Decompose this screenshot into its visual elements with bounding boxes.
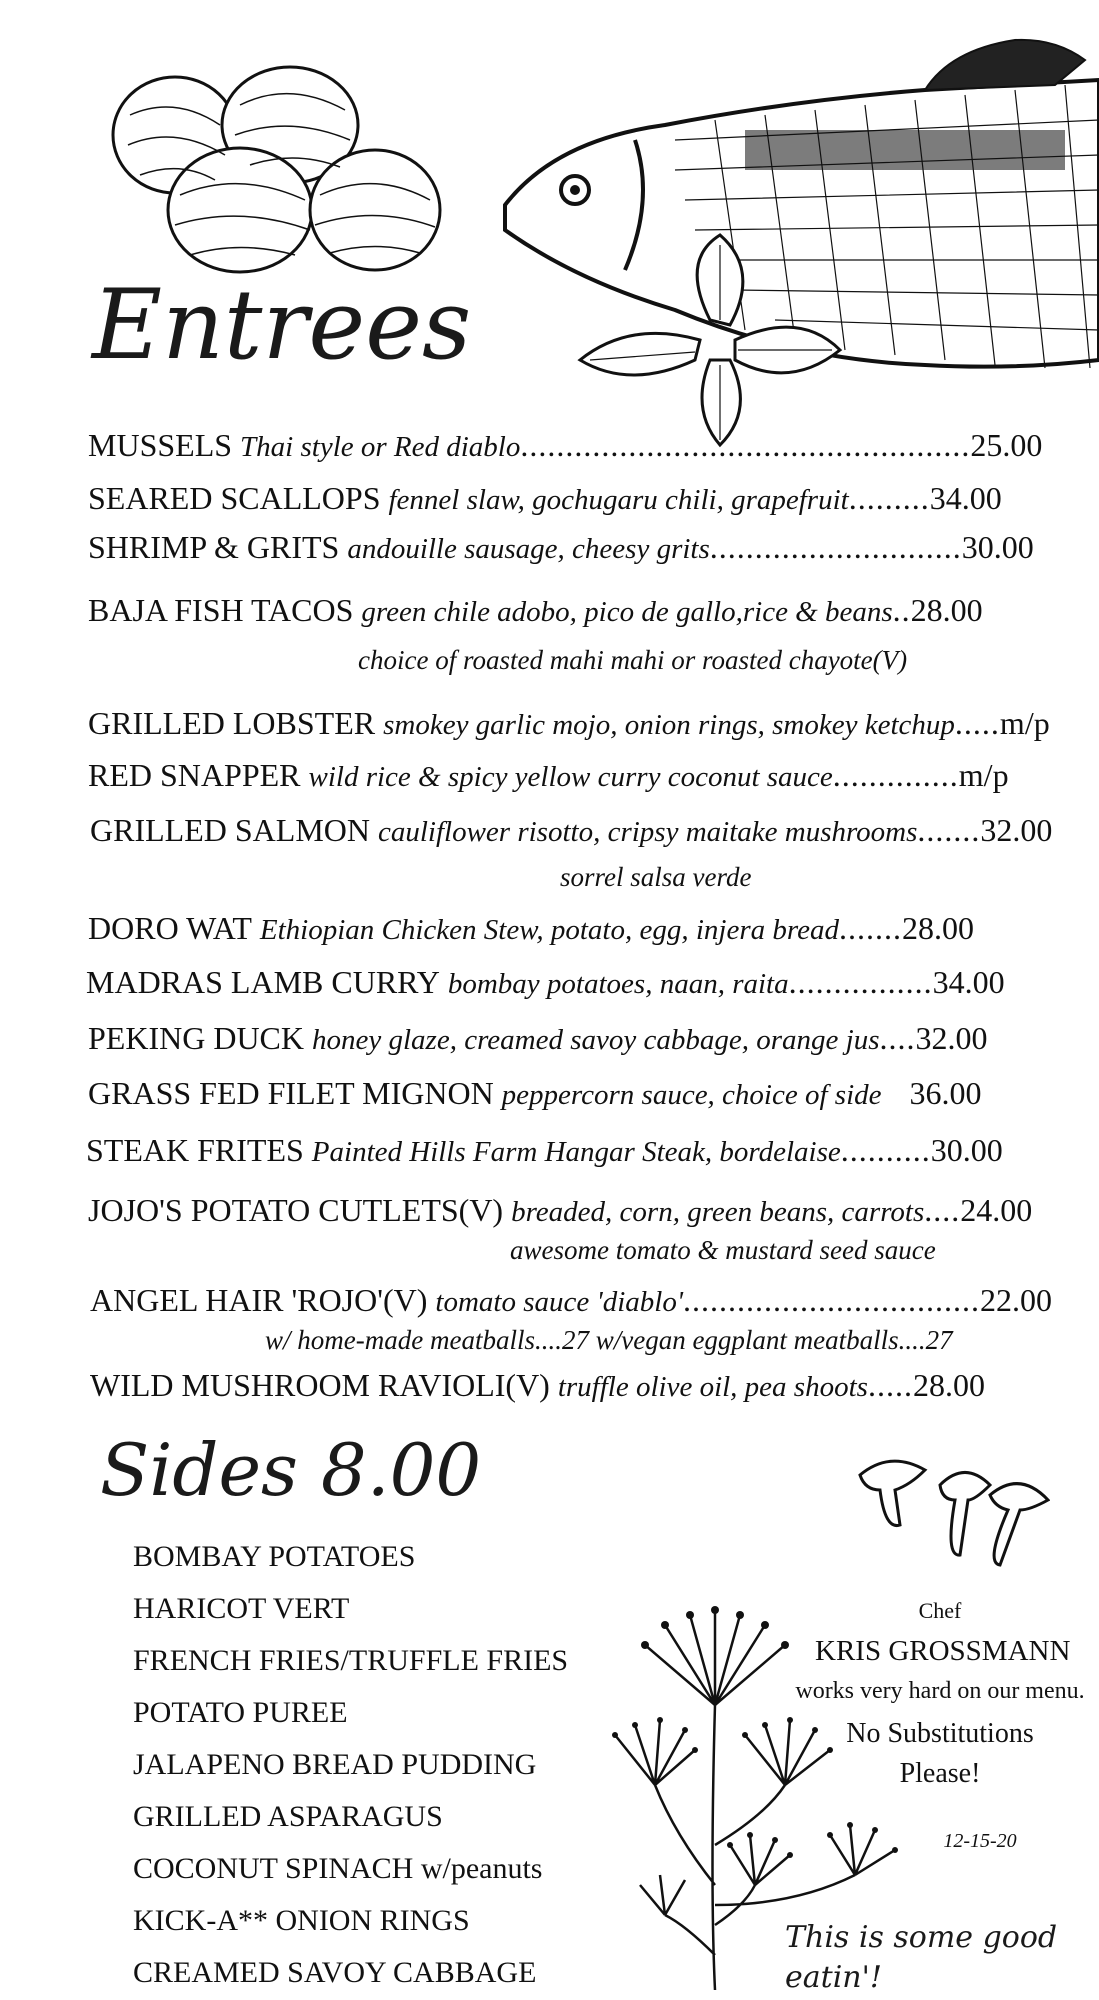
entree-price: 25.00	[970, 427, 1043, 463]
entree-dots: ....	[924, 1192, 961, 1228]
entree-row	[88, 1018, 1038, 1060]
entree-row	[88, 590, 1038, 632]
entree-dots: ..	[892, 592, 911, 628]
entree-row	[86, 1130, 1036, 1172]
entree-description: truffle olive oil, pea shoots	[557, 1371, 868, 1403]
chef-title: Chef	[918, 1598, 962, 1623]
side-item: CREAMED SAVOY CABBAGE	[133, 1956, 537, 1989]
side-item: BOMBAY POTATOES	[133, 1540, 416, 1573]
side-item: FRENCH FRIES/TRUFFLE FRIES	[133, 1644, 569, 1677]
entree-price: 30.00	[961, 529, 1034, 565]
entree-description: honey glaze, creamed savoy cabbage, orange jus	[312, 1024, 880, 1056]
entree-dots: .....	[867, 1367, 913, 1403]
entree-dots: .......	[838, 910, 902, 946]
side-item: HARICOT VERT	[133, 1592, 350, 1625]
jojo-note: awesome tomato & mustard seed sauce	[510, 1235, 936, 1265]
baja-note: choice of roasted mahi mahi or roasted chayote(V)	[358, 645, 908, 675]
entree-price: 28.00	[901, 910, 974, 946]
entree-price: m/p	[999, 705, 1050, 741]
side-item: KICK-A** ONION RINGS	[133, 1904, 470, 1937]
entree-dots: ................	[788, 964, 933, 1000]
entree-description: Ethiopian Chicken Stew, potato, egg, injera bread	[259, 914, 839, 946]
entree-dots: .................................	[683, 1282, 981, 1318]
entree-name: ANGEL HAIR 'ROJO'(V)	[90, 1282, 428, 1318]
entree-row	[88, 478, 1038, 520]
entree-dots: .......	[917, 812, 981, 848]
chef-name: KRIS GROSSMANN	[815, 1635, 1071, 1667]
entree-name: SEARED SCALLOPS	[88, 480, 381, 516]
entree-name: BAJA FISH TACOS	[88, 592, 354, 628]
entree-description: fennel slaw, gochugaru chili, grapefruit	[388, 484, 849, 516]
entree-name: DORO WAT	[88, 910, 252, 946]
entree-name: RED SNAPPER	[88, 757, 301, 793]
chef-line: works very hard on our menu.	[795, 1678, 1085, 1704]
entree-dots: ..................................................	[520, 427, 971, 463]
entree-description: breaded, corn, green beans, carrots	[511, 1196, 925, 1228]
entree-dots: ....	[879, 1020, 916, 1056]
entree-name: SHRIMP & GRITS	[88, 529, 340, 565]
signoff-text: This is some good eatin'!	[785, 1920, 1058, 1995]
entree-description: cauliflower risotto, cripsy maitake mushrooms	[377, 816, 918, 848]
entree-row	[90, 810, 1053, 852]
entree-description: green chile adobo, pico de gallo,rice & beans	[361, 596, 893, 628]
entree-row	[88, 755, 1038, 797]
entree-price: 22.00	[980, 1282, 1053, 1318]
entree-row	[88, 908, 1038, 950]
entrees-heading: Entrees	[92, 269, 472, 381]
no-substitutions: No Substitutions	[846, 1718, 1034, 1749]
entree-description: wild rice & spicy yellow curry coconut sauce	[308, 761, 833, 793]
side-item: GRILLED ASPARAGUS	[133, 1800, 443, 1833]
entree-name: JOJO'S POTATO CUTLETS(V)	[88, 1192, 504, 1228]
mushrooms-illustration	[850, 1445, 1050, 1575]
side-item: JALAPENO BREAD PUDDING	[133, 1748, 537, 1781]
entree-description: peppercorn sauce, choice of side	[501, 1079, 882, 1111]
entree-row	[88, 1190, 1038, 1232]
entree-price: 32.00	[980, 812, 1053, 848]
entree-name: GRILLED LOBSTER	[88, 705, 376, 741]
entree-name: MADRAS LAMB CURRY	[86, 964, 440, 1000]
entree-row	[90, 1365, 1040, 1407]
entree-price: 36.00	[909, 1075, 982, 1111]
figs-illustration	[100, 55, 450, 285]
entree-row	[90, 1280, 1053, 1322]
please-text: Please!	[899, 1758, 981, 1789]
entree-price: 34.00	[929, 480, 1002, 516]
entree-dots: ............................	[709, 529, 962, 565]
angel-hair-note: w/ home-made meatballs....27 w/vegan eggplant meatballs....27	[265, 1325, 953, 1355]
entree-row	[86, 962, 1036, 1004]
entree-description: Painted Hills Farm Hangar Steak, bordelaise	[311, 1136, 841, 1168]
entree-dots: .....	[954, 705, 1000, 741]
entree-name: STEAK FRITES	[86, 1132, 304, 1168]
entree-name: GRILLED SALMON	[90, 812, 370, 848]
entree-name: WILD MUSHROOM RAVIOLI(V)	[90, 1367, 550, 1403]
entree-name: PEKING DUCK	[88, 1020, 304, 1056]
entree-price: 24.00	[960, 1192, 1033, 1228]
entree-description: andouille sausage, cheesy grits	[347, 533, 710, 565]
entree-row	[88, 703, 1050, 745]
entree-price: 28.00	[912, 1367, 985, 1403]
entree-price: 28.00	[910, 592, 983, 628]
entree-name: MUSSELS	[88, 427, 233, 463]
basil-leaves-illustration	[570, 230, 850, 450]
salmon-note: sorrel salsa verde	[560, 862, 752, 892]
sides-heading: Sides 8.00	[100, 1428, 482, 1512]
entree-row	[88, 1073, 1038, 1115]
entree-dots: ..............	[832, 757, 959, 793]
side-item: POTATO PUREE	[133, 1696, 348, 1729]
entree-price: 30.00	[930, 1132, 1003, 1168]
entree-price: m/p	[958, 757, 1009, 793]
entree-description: bombay potatoes, naan, raita	[447, 968, 789, 1000]
entree-dots: .........	[848, 480, 930, 516]
entree-price: 32.00	[915, 1020, 988, 1056]
entree-description: Thai style or Red diablo	[240, 431, 521, 463]
entree-description: tomato sauce 'diablo'	[435, 1286, 684, 1318]
entree-name: GRASS FED FILET MIGNON	[88, 1075, 494, 1111]
side-item: COCONUT SPINACH w/peanuts	[133, 1852, 543, 1885]
menu-date: 12-15-20	[943, 1830, 1017, 1852]
entree-row	[88, 425, 1043, 467]
entree-dots: ..........	[840, 1132, 931, 1168]
entree-price: 34.00	[932, 964, 1005, 1000]
entree-description: smokey garlic mojo, onion rings, smokey ketchup	[383, 709, 955, 741]
entree-row	[88, 527, 1038, 569]
